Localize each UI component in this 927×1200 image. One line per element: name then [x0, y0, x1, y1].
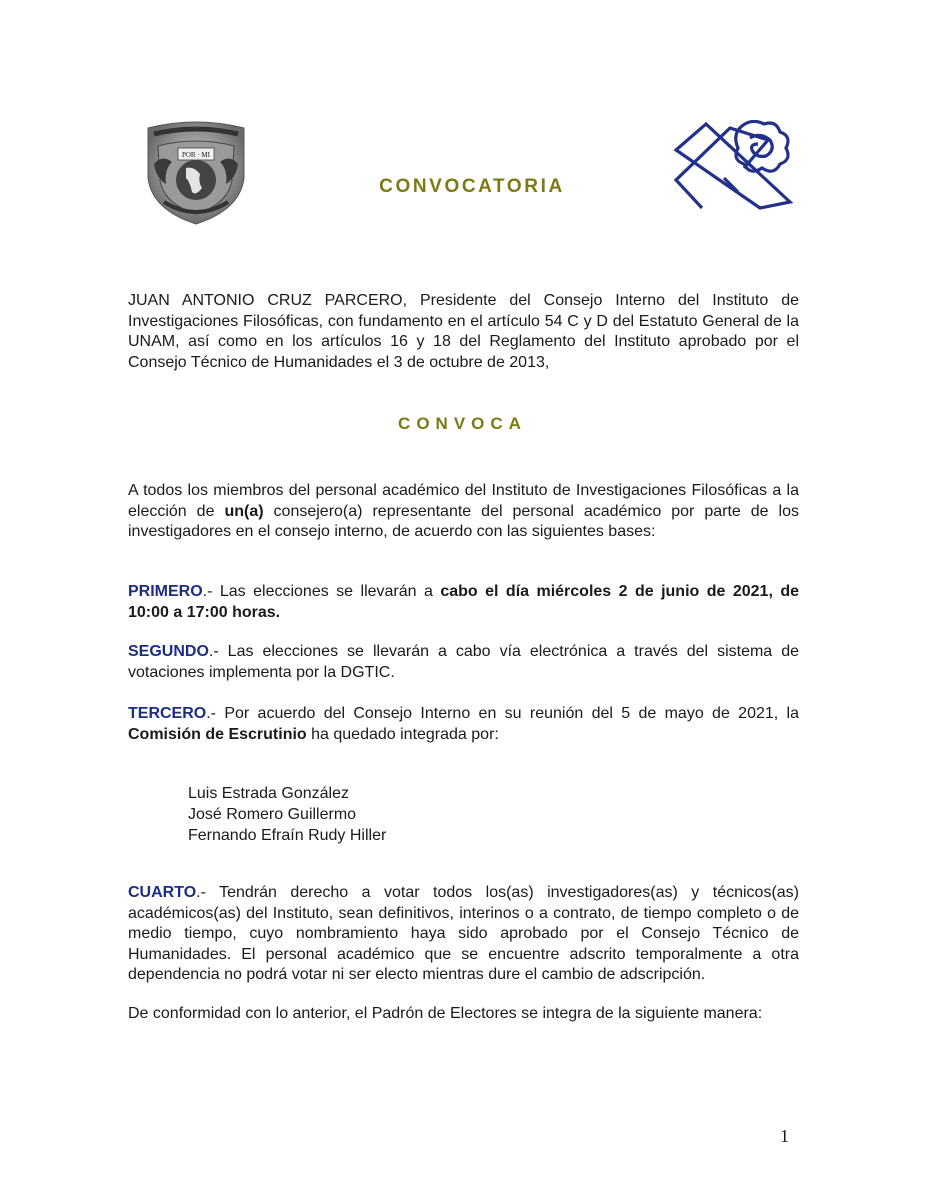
- tercero-text-a: .- Por acuerdo del Consejo Interno en su reunión del 5 de mayo de 2021, la: [206, 705, 799, 722]
- iif-logo-icon: [672, 120, 794, 212]
- segundo-text: .- Las elecciones se llevarán a cabo vía electrónica a través del sistema de votaciones implementa por la DGTIC.: [128, 643, 799, 681]
- primero-label: PRIMERO: [128, 583, 203, 600]
- tercero-label: TERCERO: [128, 705, 207, 722]
- page-number: 1: [780, 1126, 789, 1146]
- primero-bold: cabo el día miércoles 2 de junio de 2021, de 10:00 a 17:00 horas.: [128, 583, 800, 621]
- svg-text:POR · MI: POR · MI: [181, 151, 211, 159]
- invitation-text-a: A todos los miembros del personal académico del Instituto de Investigaciones Filosóficas a la elección de: [128, 482, 799, 520]
- base-segundo: [128, 642, 799, 683]
- base-cuarto: [128, 883, 799, 986]
- cuarto-text: .- Tendrán derecho a votar todos los(as) investigadores(as) y técnicos(as) académicos(as) del Instituto, sean definitivos, interinos o a contrato, de tiempo completo o de medio tiempo, cuyo nombramiento haya sido aprobado por el Consejo Técnico de Humanidades. El personal académico que se encuentre adscrito temporalmente a otra dependencia no podrá votar ni ser electo mientras dure el cambio de adscripción.: [128, 884, 799, 983]
- primero-text: .- Las elecciones se llevarán a: [202, 583, 441, 600]
- invitation-paragraph: [128, 481, 799, 543]
- base-primero: [128, 582, 799, 623]
- intro-paragraph: JUAN ANTONIO CRUZ PARCERO, Presidente del Consejo Interno del Instituto de Investigaciones Filosóficas, con fundamento en el artículo 54 C y D del Estatuto General de la UNAM, así como en los artículos 16 y 18 del Reglamento del Instituto aprobado por el Consejo Técnico de Humanidades el 3 de octubre de 2013,: [128, 292, 799, 371]
- cuarto-label: CUARTO: [128, 884, 197, 901]
- tercero-text-b: ha quedado integrada por:: [306, 725, 499, 743]
- unam-seal-icon: [140, 118, 252, 226]
- document-title: CONVOCATORIA: [379, 176, 565, 197]
- comision-member: Fernando Efraín Rudy Hiller: [188, 827, 387, 844]
- comision-list: [188, 783, 386, 846]
- invitation-text-c: consejero(a) representante del personal académico por parte de los investigadores en el consejo interno, de acuerdo con las siguientes bases:: [128, 502, 800, 540]
- tercero-bold: Comisión de Escrutinio: [128, 725, 307, 743]
- padron-paragraph: De conformidad con lo anterior, el Padrón de Electores se integra de la siguiente manera:: [128, 1005, 763, 1022]
- invitation-text-bold: un(a): [224, 502, 264, 520]
- convoca-heading: CONVOCA: [398, 414, 527, 433]
- comision-member: José Romero Guillermo: [188, 806, 357, 823]
- base-tercero: [128, 704, 799, 745]
- segundo-label: SEGUNDO: [128, 643, 209, 660]
- comision-member: Luis Estrada González: [188, 785, 349, 802]
